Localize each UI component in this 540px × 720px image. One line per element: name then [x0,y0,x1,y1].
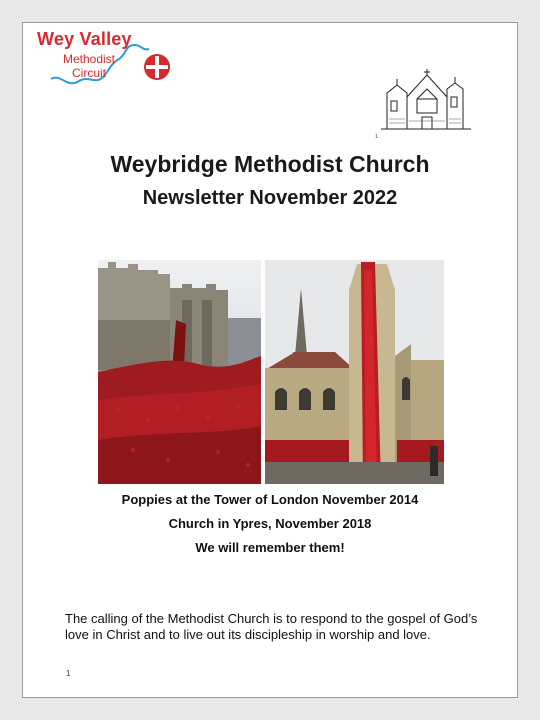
tower-of-london-poppies-photo [98,260,261,484]
logo-line-methodist: Methodist [62,52,116,66]
newsletter-page [22,22,518,698]
church-building-sketch-icon [377,63,475,135]
page-title: Weybridge Methodist Church [110,151,430,177]
page-number: 1 [66,669,71,678]
caption-tower-of-london: Poppies at the Tower of London November 2014 [121,492,419,507]
caption-ypres: Church in Ypres, November 2018 [168,516,372,531]
church-ypres-poppies-photo [265,260,444,484]
caption-remember: We will remember them! [195,540,345,555]
mission-statement: The calling of the Methodist Church is to respond to the gospel of God’s love in Christ and to live out its discipleship in worship and love. [65,611,478,642]
page-subtitle: Newsletter November 2022 [142,187,398,209]
logo-name: Wey Valley [37,29,132,49]
wey-valley-circuit-logo [37,29,173,89]
sketch-mark: 1 [375,134,378,140]
logo-line-circuit: Circuit [71,66,106,80]
